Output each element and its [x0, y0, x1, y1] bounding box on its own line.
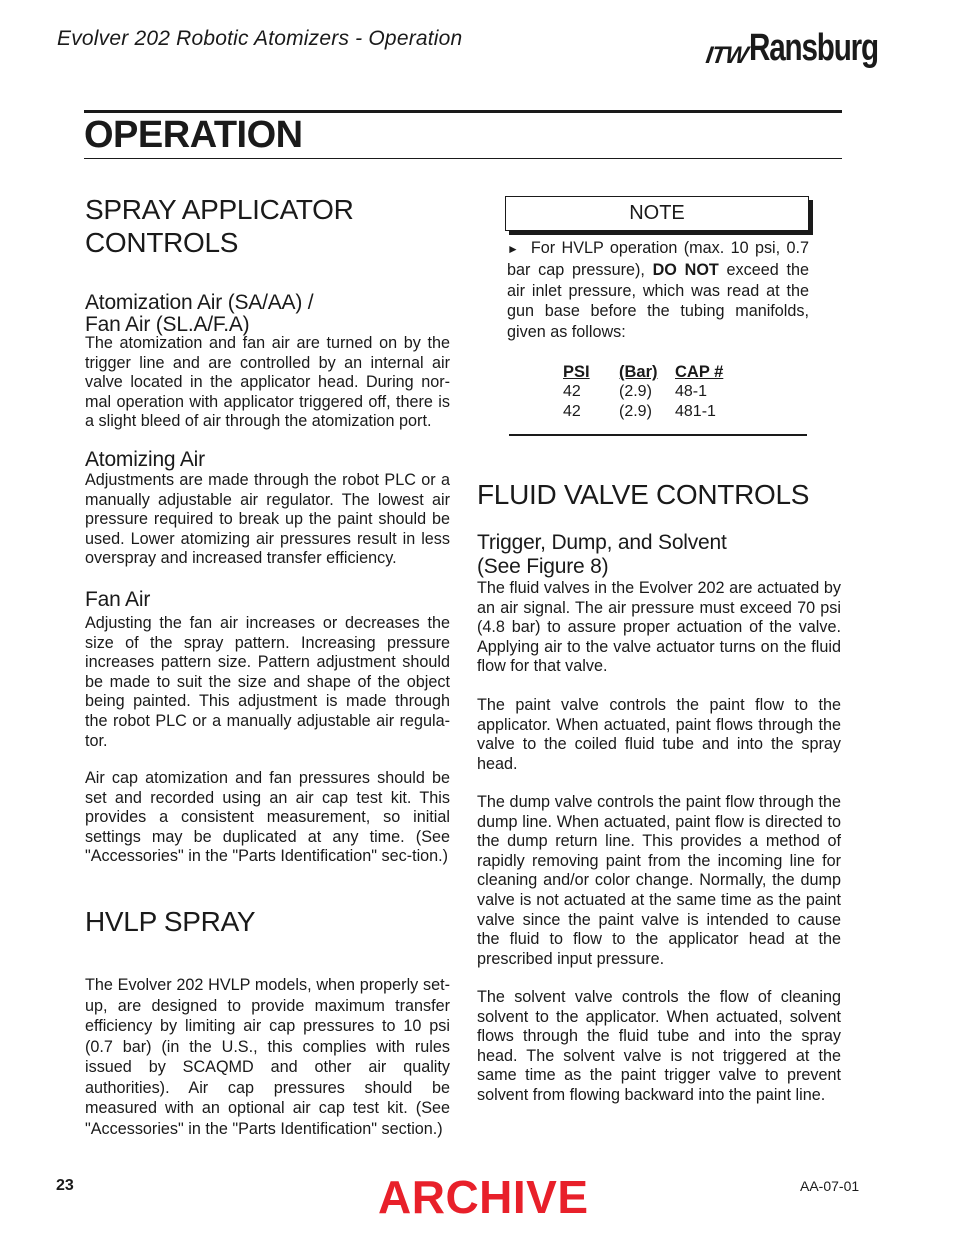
- note-emphasis: DO NOT: [652, 260, 719, 279]
- logo-brand: Ransburg: [748, 27, 878, 69]
- header-rule: [84, 110, 842, 113]
- running-header: Evolver 202 Robotic Atomizers - Operation: [57, 27, 463, 50]
- hvlp-spray-heading: HVLP SPRAY: [85, 906, 256, 937]
- page-number: 23: [56, 1177, 74, 1194]
- fluid-valves-paragraph: The fluid valves in the Evolver 202 are actuated by an air signal. The air pressure must exceed 70 psi (4.8 bar) to assure proper actuation of the valve. Applying air to the valve actuator turns on the fluid flow for that valve.: [477, 579, 841, 676]
- atomization-heading-line-1: Atomization Air (SA/AA) /: [85, 291, 314, 314]
- cell-bar: (2.9): [619, 383, 652, 400]
- page-title: OPERATION: [84, 114, 303, 156]
- trigger-heading-line-1: Trigger, Dump, and Solvent: [477, 531, 727, 554]
- pressure-table: [563, 362, 723, 422]
- air-cap-paragraph: Air cap atomization and fan pressures should be set and recorded using an air cap test kit. This provides a consistent measurement, so initial settings may be duplicated at any time. (See "Accessories" in the "Parts Identification" sec-tion.): [85, 769, 450, 866]
- cell-bar: (2.9): [619, 403, 652, 420]
- trigger-heading-line-2: (See Figure 8): [477, 555, 609, 578]
- hvlp-paragraph: The Evolver 202 HVLP models, when properly set-up, are designed to provide maximum transfer efficiency by limiting air cap pressures to 10 psi (0.7 bar) (in the U.S., this complies with rules issued by SCAQMD and other air quality authorities). Air cap pressures should be measured with an optional air cap test kit. (See "Accessories" in the "Parts Identification" section.): [85, 976, 450, 1138]
- header-psi: PSI: [563, 363, 590, 381]
- atomizing-air-heading: Atomizing Air: [85, 448, 205, 471]
- fan-air-heading: Fan Air: [85, 588, 151, 611]
- atomization-heading-line-2: Fan Air (SL.A/F.A): [85, 313, 250, 336]
- cell-psi: 42: [563, 403, 581, 420]
- header-bar: (Bar): [619, 363, 658, 381]
- arrow-bullet-icon: ►: [507, 242, 519, 256]
- itw-ransburg-logo: [706, 18, 914, 70]
- table-row: [563, 402, 723, 422]
- fan-air-paragraph: Adjusting the fan air increases or decreases the size of the spray pattern. Increasing pressure increases pattern size. Pattern adjustment should be made to suit the size and shape of the object being painted. This adjustment is made through the robot PLC or a manually adjustable air regula-tor.: [85, 614, 450, 750]
- table-row: [563, 382, 723, 402]
- note-label-box: NOTE: [505, 196, 809, 231]
- trigger-dump-solvent-heading: [477, 531, 841, 579]
- atomization-air-paragraph: The atomization and fan air are turned on by the trigger line and are controlled by an internal air valve located in the applicator head. During nor-mal operation with applicator triggered off, there is a slight bleed of air through the atomization port.: [85, 334, 450, 431]
- spray-heading-line-2: CONTROLS: [85, 227, 239, 258]
- atomizing-air-paragraph: Adjustments are made through the robot PLC or a manually adjustable air regulator. The lowest air pressure required to break up the paint should be used. Lower atomizing air pressures result in less overspray and increased transfer efficiency.: [85, 471, 450, 568]
- title-rule: [84, 158, 842, 159]
- archive-stamp: ARCHIVE: [378, 1171, 589, 1223]
- note-text-start: For HVLP operation (max. 10 psi, 0.7 bar cap pressure),: [507, 239, 809, 279]
- solvent-valve-paragraph: The solvent valve controls the flow of cleaning solvent to the applicator. When actuated, solvent flows through the fluid tube and into the spray head. The solvent valve is not triggered at the same time as the paint trigger valve to prevent solvent from flowing backward into the paint line.: [477, 988, 841, 1104]
- note-bottom-rule: [509, 434, 807, 436]
- document-code: AA-07-01: [800, 1178, 860, 1194]
- dump-valve-paragraph: The dump valve controls the paint flow through the dump line. When actuated, paint flow is directed to the dump return line. This provides a method of rapidly removing paint from the incoming line for cleaning and/or color change. Normally, the dump valve is not actuated at the same time as the paint valve since the paint valve is intended to cause the fluid to flow to the applicator head at the prescribed input pressure.: [477, 793, 841, 968]
- logo-prefix: ITW: [704, 42, 749, 69]
- fluid-valve-controls-heading: FLUID VALVE CONTROLS: [477, 479, 810, 510]
- cell-psi: 42: [563, 383, 581, 400]
- header-cap: CAP #: [675, 363, 724, 381]
- cell-cap: 481-1: [675, 403, 716, 420]
- spray-heading-line-1: SPRAY APPLICATOR: [85, 194, 354, 225]
- spray-applicator-heading: [85, 193, 450, 259]
- cell-cap: 48-1: [675, 383, 708, 400]
- paint-valve-paragraph: The paint valve controls the paint flow to the applicator. When actuated, paint flows through the valve to the coiled fluid tube and into the spray head.: [477, 696, 841, 773]
- note-text-end: exceed the air inlet pressure, which was read at the gun base before the tubing manifolds, given as follows:: [507, 260, 810, 342]
- note-text: [507, 238, 809, 343]
- atomization-air-heading: [85, 292, 450, 336]
- table-header-row: [563, 362, 723, 382]
